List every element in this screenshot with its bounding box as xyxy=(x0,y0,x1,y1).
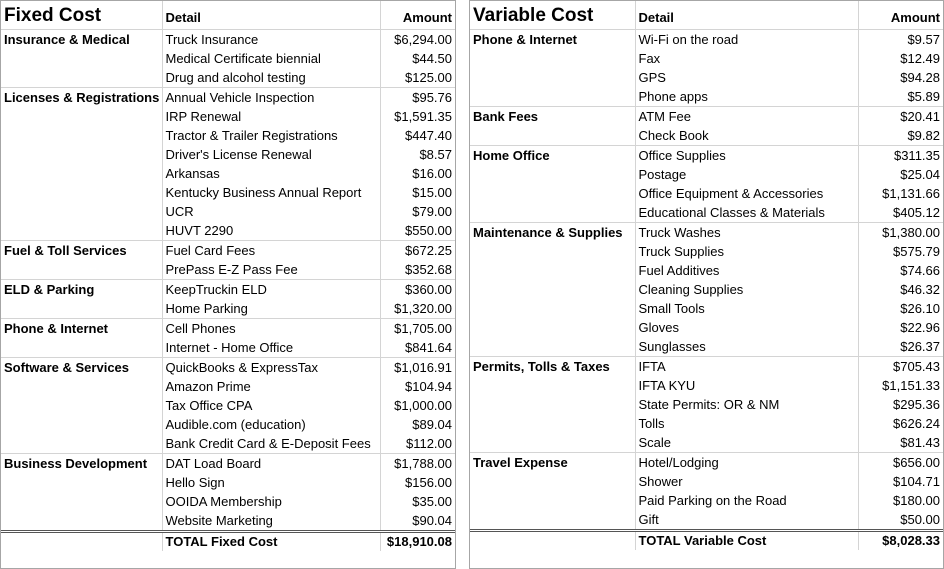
amount-cell: $12.49 xyxy=(858,49,943,68)
category-cell-empty xyxy=(1,202,162,221)
category-cell-empty xyxy=(1,492,162,511)
amount-cell: $125.00 xyxy=(380,68,455,88)
amount-cell: $26.10 xyxy=(858,299,943,318)
detail-cell: Office Supplies xyxy=(635,145,858,165)
amount-cell: $81.43 xyxy=(858,433,943,453)
table-row xyxy=(470,222,943,242)
table-row xyxy=(470,49,943,68)
table-row xyxy=(470,29,943,49)
table-row xyxy=(470,261,943,280)
category-cell-empty xyxy=(470,242,635,261)
amount-cell: $1,000.00 xyxy=(380,396,455,415)
amount-cell: $180.00 xyxy=(858,491,943,510)
amount-cell: $295.36 xyxy=(858,395,943,414)
table-row xyxy=(1,318,455,338)
amount-cell: $1,151.33 xyxy=(858,376,943,395)
amount-cell: $672.25 xyxy=(380,240,455,260)
detail-cell: IFTA KYU xyxy=(635,376,858,395)
category-cell-empty xyxy=(470,491,635,510)
table-row xyxy=(1,107,455,126)
amount-cell: $1,320.00 xyxy=(380,299,455,319)
category-cell-empty xyxy=(1,434,162,454)
detail-cell: Truck Washes xyxy=(635,222,858,242)
variable-cost-panel xyxy=(469,0,944,569)
fixed-total-amount: $18,910.08 xyxy=(380,531,455,551)
detail-cell: Bank Credit Card & E-Deposit Fees xyxy=(162,434,380,454)
table-row xyxy=(470,242,943,261)
detail-cell: OOIDA Membership xyxy=(162,492,380,511)
table-row xyxy=(470,510,943,531)
amount-cell: $1,788.00 xyxy=(380,453,455,473)
detail-cell: Hello Sign xyxy=(162,473,380,492)
detail-cell: Home Parking xyxy=(162,299,380,319)
variable-cost-title: Variable Cost xyxy=(470,1,635,29)
amount-cell: $22.96 xyxy=(858,318,943,337)
table-row xyxy=(470,433,943,453)
amount-cell: $104.94 xyxy=(380,377,455,396)
amount-cell: $1,591.35 xyxy=(380,107,455,126)
amount-cell: $6,294.00 xyxy=(380,29,455,49)
detail-cell: Internet - Home Office xyxy=(162,338,380,358)
amount-cell: $405.12 xyxy=(858,203,943,223)
category-cell-empty xyxy=(1,415,162,434)
table-row xyxy=(470,68,943,87)
table-row xyxy=(1,87,455,107)
amount-cell: $79.00 xyxy=(380,202,455,221)
detail-cell: IRP Renewal xyxy=(162,107,380,126)
amount-cell: $20.41 xyxy=(858,106,943,126)
table-row xyxy=(470,472,943,491)
detail-cell: Scale xyxy=(635,433,858,453)
category-label: Permits, Tolls & Taxes xyxy=(470,356,635,376)
table-row xyxy=(470,184,943,203)
table-row xyxy=(470,318,943,337)
table-row xyxy=(470,280,943,299)
table-row xyxy=(470,203,943,223)
table-row xyxy=(1,164,455,183)
detail-cell: Cleaning Supplies xyxy=(635,280,858,299)
category-cell-empty xyxy=(470,376,635,395)
amount-cell: $25.04 xyxy=(858,165,943,184)
detail-cell: UCR xyxy=(162,202,380,221)
category-cell-empty xyxy=(1,126,162,145)
category-label: Licenses & Registrations xyxy=(1,87,162,107)
amount-cell: $90.04 xyxy=(380,511,455,532)
category-label: Insurance & Medical xyxy=(4,31,130,47)
detail-cell: DAT Load Board xyxy=(162,453,380,473)
table-row xyxy=(1,415,455,434)
detail-cell: Tolls xyxy=(635,414,858,433)
table-row xyxy=(470,376,943,395)
category-label: Phone & Internet xyxy=(473,31,578,47)
category-label: Fuel & Toll Services xyxy=(1,240,162,260)
detail-cell: Phone apps xyxy=(635,87,858,107)
variable-cost-body xyxy=(470,29,943,530)
amount-cell: $46.32 xyxy=(858,280,943,299)
category-cell-empty xyxy=(470,414,635,433)
amount-cell: $1,380.00 xyxy=(858,222,943,242)
detail-cell: IFTA xyxy=(635,356,858,376)
amount-cell: $50.00 xyxy=(858,510,943,531)
table-row xyxy=(470,106,943,126)
table-row xyxy=(470,87,943,107)
detail-cell: PrePass E-Z Pass Fee xyxy=(162,260,380,280)
table-row xyxy=(1,492,455,511)
fixed-amount-header: Amount xyxy=(380,1,455,29)
table-row xyxy=(1,68,455,88)
detail-cell: GPS xyxy=(635,68,858,87)
category-cell-empty xyxy=(1,260,162,280)
amount-cell: $35.00 xyxy=(380,492,455,511)
table-row xyxy=(470,126,943,146)
detail-cell: Gift xyxy=(635,510,858,531)
fixed-total-label: TOTAL Fixed Cost xyxy=(162,531,380,551)
detail-cell: Sunglasses xyxy=(635,337,858,357)
fixed-cost-table xyxy=(1,1,455,551)
detail-cell: ATM Fee xyxy=(635,106,858,126)
variable-amount-header: Amount xyxy=(858,1,943,29)
category-label: Home Office xyxy=(470,145,635,165)
amount-cell: $626.24 xyxy=(858,414,943,433)
amount-cell: $44.50 xyxy=(380,49,455,68)
detail-cell: Arkansas xyxy=(162,164,380,183)
table-row xyxy=(1,221,455,241)
amount-cell: $15.00 xyxy=(380,183,455,202)
table-row xyxy=(1,145,455,164)
detail-cell: HUVT 2290 xyxy=(162,221,380,241)
variable-total-row xyxy=(470,530,943,550)
category-label: Software & Services xyxy=(1,357,162,377)
detail-cell: KeepTruckin ELD xyxy=(162,279,380,299)
table-row xyxy=(470,452,943,472)
detail-cell: Hotel/Lodging xyxy=(635,452,858,472)
amount-cell: $575.79 xyxy=(858,242,943,261)
detail-cell: State Permits: OR & NM xyxy=(635,395,858,414)
detail-cell: Shower xyxy=(635,472,858,491)
table-row xyxy=(1,338,455,358)
amount-cell: $705.43 xyxy=(858,356,943,376)
table-row xyxy=(1,260,455,280)
table-row xyxy=(1,240,455,260)
table-row xyxy=(1,453,455,473)
variable-cost-table xyxy=(470,1,943,550)
table-row xyxy=(1,202,455,221)
amount-cell: $311.35 xyxy=(858,145,943,165)
table-row xyxy=(1,183,455,202)
detail-cell: Annual Vehicle Inspection xyxy=(162,87,380,107)
amount-cell: $156.00 xyxy=(380,473,455,492)
table-row xyxy=(1,29,455,49)
category-cell-empty xyxy=(470,318,635,337)
category-cell-empty xyxy=(470,510,635,531)
detail-cell: Driver's License Renewal xyxy=(162,145,380,164)
detail-cell: Fax xyxy=(635,49,858,68)
table-row xyxy=(470,491,943,510)
variable-total-label: TOTAL Variable Cost xyxy=(635,530,858,550)
category-cell-empty xyxy=(1,145,162,164)
detail-cell: Fuel Additives xyxy=(635,261,858,280)
amount-cell: $112.00 xyxy=(380,434,455,454)
amount-cell: $8.57 xyxy=(380,145,455,164)
amount-cell: $550.00 xyxy=(380,221,455,241)
amount-cell: $841.64 xyxy=(380,338,455,358)
detail-cell: Amazon Prime xyxy=(162,377,380,396)
amount-cell: $9.57 xyxy=(858,29,943,49)
table-row xyxy=(470,337,943,357)
table-row xyxy=(470,299,943,318)
category-cell-empty xyxy=(470,68,635,87)
amount-cell: $447.40 xyxy=(380,126,455,145)
amount-cell: $352.68 xyxy=(380,260,455,280)
detail-cell: Fuel Card Fees xyxy=(162,240,380,260)
category-cell-empty xyxy=(1,473,162,492)
category-cell-empty xyxy=(470,49,635,68)
table-row xyxy=(470,395,943,414)
detail-cell: Kentucky Business Annual Report xyxy=(162,183,380,202)
table-row xyxy=(1,126,455,145)
amount-cell: $104.71 xyxy=(858,472,943,491)
category-cell-empty xyxy=(1,377,162,396)
variable-detail-header: Detail xyxy=(635,1,858,29)
category-cell-empty xyxy=(470,203,635,223)
category-label: Travel Expense xyxy=(470,452,635,472)
amount-cell: $1,705.00 xyxy=(380,318,455,338)
detail-cell: Website Marketing xyxy=(162,511,380,532)
detail-cell: Wi-Fi on the road xyxy=(635,29,858,49)
table-row xyxy=(470,414,943,433)
category-cell-empty xyxy=(1,338,162,358)
category-cell-empty xyxy=(470,184,635,203)
table-row xyxy=(1,279,455,299)
amount-cell: $26.37 xyxy=(858,337,943,357)
table-row xyxy=(1,473,455,492)
category-cell-empty xyxy=(470,280,635,299)
category-cell-empty xyxy=(1,396,162,415)
amount-cell: $1,131.66 xyxy=(858,184,943,203)
variable-total-amount: $8,028.33 xyxy=(858,530,943,550)
fixed-cost-body xyxy=(1,29,455,531)
panel-gap xyxy=(456,0,469,569)
category-cell-empty xyxy=(470,87,635,107)
amount-cell: $94.28 xyxy=(858,68,943,87)
amount-cell: $74.66 xyxy=(858,261,943,280)
amount-cell: $9.82 xyxy=(858,126,943,146)
table-row xyxy=(470,145,943,165)
category-label: ELD & Parking xyxy=(1,279,162,299)
category-label: Maintenance & Supplies xyxy=(470,222,635,242)
category-cell-empty xyxy=(1,299,162,319)
category-cell-empty xyxy=(1,107,162,126)
category-cell-empty xyxy=(470,126,635,146)
category-label: Bank Fees xyxy=(470,106,635,126)
category-cell-empty xyxy=(470,472,635,491)
amount-cell: $656.00 xyxy=(858,452,943,472)
category-cell-empty xyxy=(1,49,162,68)
fixed-detail-header: Detail xyxy=(162,1,380,29)
category-cell-empty xyxy=(470,433,635,453)
fixed-cost-panel xyxy=(0,0,456,569)
category-cell-empty xyxy=(470,299,635,318)
detail-cell: Drug and alcohol testing xyxy=(162,68,380,88)
detail-cell: Truck Insurance xyxy=(162,29,380,49)
detail-cell: Office Equipment & Accessories xyxy=(635,184,858,203)
table-row xyxy=(470,165,943,184)
category-label: Phone & Internet xyxy=(1,318,162,338)
amount-cell: $360.00 xyxy=(380,279,455,299)
category-cell-empty xyxy=(1,164,162,183)
detail-cell: Medical Certificate biennial xyxy=(162,49,380,68)
category-cell-empty xyxy=(1,511,162,532)
detail-cell: Postage xyxy=(635,165,858,184)
amount-cell: $5.89 xyxy=(858,87,943,107)
detail-cell: Small Tools xyxy=(635,299,858,318)
detail-cell: Tax Office CPA xyxy=(162,396,380,415)
amount-cell: $89.04 xyxy=(380,415,455,434)
amount-cell: $1,016.91 xyxy=(380,357,455,377)
fixed-total-row xyxy=(1,531,455,551)
detail-cell: QuickBooks & ExpressTax xyxy=(162,357,380,377)
detail-cell: Check Book xyxy=(635,126,858,146)
category-label: Business Development xyxy=(1,453,162,473)
table-row xyxy=(1,377,455,396)
category-cell-empty xyxy=(470,261,635,280)
detail-cell: Paid Parking on the Road xyxy=(635,491,858,510)
category-cell-empty xyxy=(470,165,635,184)
detail-cell: Educational Classes & Materials xyxy=(635,203,858,223)
table-row xyxy=(1,299,455,319)
detail-cell: Truck Supplies xyxy=(635,242,858,261)
detail-cell: Tractor & Trailer Registrations xyxy=(162,126,380,145)
table-row xyxy=(1,396,455,415)
amount-cell: $95.76 xyxy=(380,87,455,107)
table-row xyxy=(470,356,943,376)
category-cell-empty xyxy=(470,395,635,414)
category-cell-empty xyxy=(1,68,162,88)
category-cell-empty xyxy=(1,183,162,202)
table-row xyxy=(1,49,455,68)
table-row xyxy=(1,357,455,377)
table-row xyxy=(1,434,455,454)
category-cell-empty xyxy=(1,221,162,241)
fixed-cost-title: Fixed Cost xyxy=(1,1,162,29)
category-cell-empty xyxy=(470,337,635,357)
detail-cell: Audible.com (education) xyxy=(162,415,380,434)
table-row xyxy=(1,511,455,532)
detail-cell: Gloves xyxy=(635,318,858,337)
detail-cell: Cell Phones xyxy=(162,318,380,338)
amount-cell: $16.00 xyxy=(380,164,455,183)
